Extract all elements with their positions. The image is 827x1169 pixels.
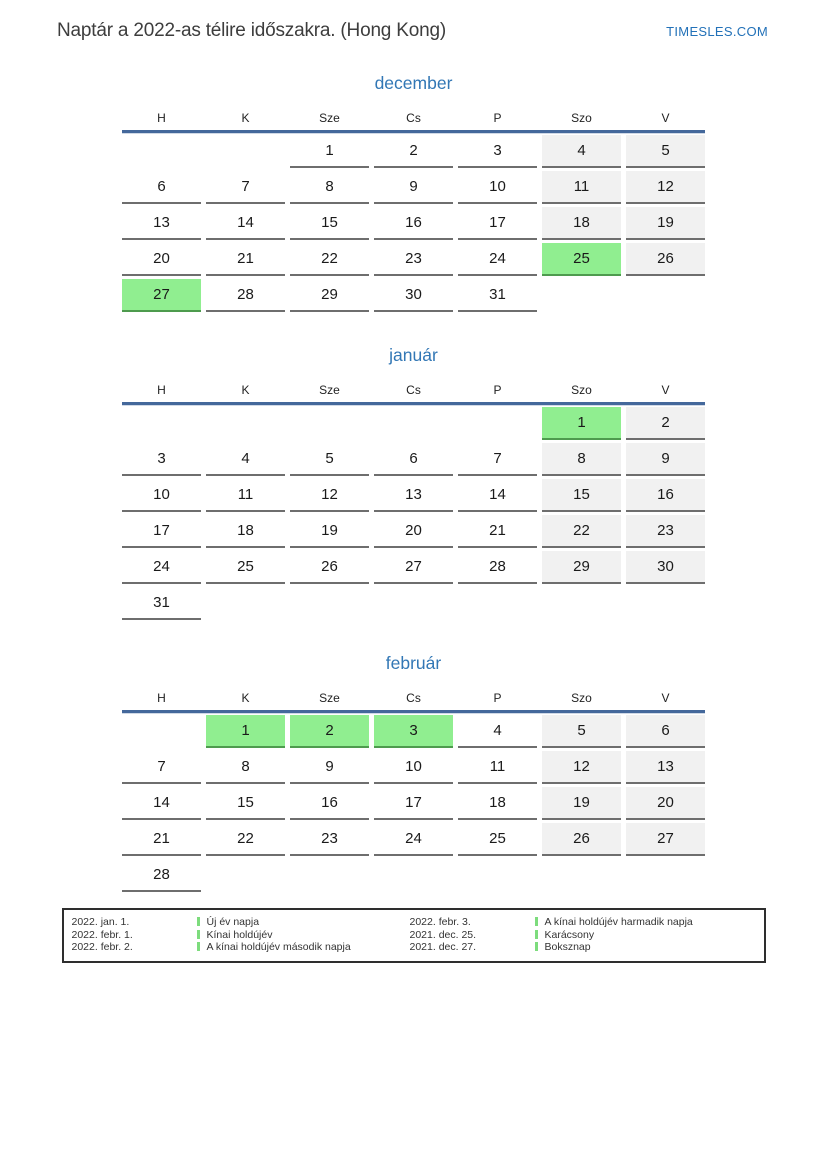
legend-column [410,916,756,954]
calendar-months [122,72,705,892]
header-divider-line [122,710,705,713]
day-cell-7: 7 [206,171,285,204]
weekday-header-row [122,689,705,707]
day-cell-empty [458,407,537,440]
day-cell-5: 5 [542,715,621,748]
day-cell-24: 24 [122,551,201,584]
day-cell-2: 2 [626,407,705,440]
day-cell-empty [290,587,369,620]
legend-bar-icon [535,930,538,939]
day-cell-9: 9 [374,171,453,204]
day-cell-7: 7 [458,443,537,476]
day-cell-21: 21 [122,823,201,856]
weekday-label: H [157,691,166,705]
day-cell-4: 4 [458,715,537,748]
holiday-legend [62,908,766,963]
day-cell-5: 5 [290,443,369,476]
legend-entry [535,929,756,942]
day-cell-empty [458,859,537,892]
week-row [122,751,705,784]
day-cell-18: 18 [206,515,285,548]
weeks [122,407,705,620]
day-cell-2: 2 [290,715,369,748]
month-december [122,72,705,312]
day-cell-27: 27 [122,279,201,312]
legend-label-text: A kínai holdújév második napja [206,941,351,953]
day-cell-27: 27 [374,551,453,584]
month-title: január [389,345,438,365]
legend-label-text: Boksznap [544,941,591,953]
day-cell-8: 8 [206,751,285,784]
day-cell-8: 8 [290,171,369,204]
weekday-label: Sze [319,111,340,125]
month-február [122,652,705,892]
weekday-label: Szo [571,691,592,705]
legend-entry [535,916,756,929]
day-cell-empty [458,587,537,620]
day-cell-11: 11 [542,171,621,204]
week-row [122,171,705,204]
day-cell-25: 25 [206,551,285,584]
day-cell-6: 6 [122,171,201,204]
day-cell-22: 22 [290,243,369,276]
day-cell-23: 23 [626,515,705,548]
day-cell-27: 27 [626,823,705,856]
day-cell-19: 19 [626,207,705,240]
day-cell-empty [542,587,621,620]
day-cell-11: 11 [206,479,285,512]
day-cell-15: 15 [206,787,285,820]
day-cell-empty [122,135,201,168]
legend-column [72,916,410,954]
legend-label-text: Kínai holdújév [206,928,273,941]
week-row [122,551,705,584]
day-cell-14: 14 [458,479,537,512]
weekday-label: V [661,111,670,125]
day-cell-19: 19 [542,787,621,820]
weekday-label: Szo [571,111,592,125]
legend-date: 2021. dec. 27. [409,941,477,953]
day-cell-10: 10 [122,479,201,512]
day-cell-31: 31 [458,279,537,312]
weekday-label: Cs [406,383,421,397]
month-január [122,344,705,620]
day-cell-2: 2 [374,135,453,168]
page-title: Naptár a 2022-as télire időszakra. (Hong Kong) [57,20,446,41]
day-cell-30: 30 [626,551,705,584]
weekday-label: Sze [319,383,340,397]
day-cell-20: 20 [626,787,705,820]
weeks [122,135,705,312]
weekday-label: Cs [406,691,421,705]
legend-entry [197,916,410,929]
weekday-label: Sze [319,691,340,705]
legend-date: 2022. febr. 1. [71,928,133,941]
weekday-label: P [493,383,502,397]
week-row [122,515,705,548]
day-cell-12: 12 [542,751,621,784]
weekday-label: Szo [571,383,592,397]
day-cell-1: 1 [542,407,621,440]
day-cell-9: 9 [290,751,369,784]
weeks [122,715,705,892]
weekday-label: P [493,111,502,125]
day-cell-17: 17 [122,515,201,548]
weekday-label: Cs [406,111,421,125]
day-cell-24: 24 [458,243,537,276]
day-cell-6: 6 [626,715,705,748]
day-cell-9: 9 [626,443,705,476]
day-cell-1: 1 [206,715,285,748]
day-cell-4: 4 [206,443,285,476]
day-cell-5: 5 [626,135,705,168]
day-cell-24: 24 [374,823,453,856]
day-cell-26: 26 [542,823,621,856]
legend-date: 2022. jan. 1. [71,916,130,928]
day-cell-16: 16 [626,479,705,512]
day-cell-empty [206,859,285,892]
day-cell-10: 10 [374,751,453,784]
month-title: február [385,653,442,673]
day-cell-10: 10 [458,171,537,204]
day-cell-22: 22 [206,823,285,856]
week-row [122,407,705,440]
day-cell-30: 30 [374,279,453,312]
day-cell-28: 28 [206,279,285,312]
day-cell-1: 1 [290,135,369,168]
day-cell-empty [290,859,369,892]
week-row [122,587,705,620]
day-cell-empty [122,407,201,440]
day-cell-14: 14 [206,207,285,240]
day-cell-empty [626,587,705,620]
day-cell-3: 3 [374,715,453,748]
legend-bar-icon [197,942,200,951]
day-cell-28: 28 [458,551,537,584]
weekday-label: V [661,383,670,397]
day-cell-7: 7 [122,751,201,784]
legend-label-text: Karácsony [544,928,595,941]
day-cell-17: 17 [458,207,537,240]
day-cell-13: 13 [122,207,201,240]
day-cell-29: 29 [290,279,369,312]
day-cell-21: 21 [206,243,285,276]
day-cell-empty [626,279,705,312]
week-row [122,243,705,276]
week-row [122,207,705,240]
day-cell-26: 26 [626,243,705,276]
week-row [122,859,705,892]
day-cell-19: 19 [290,515,369,548]
legend-date: 2022. febr. 2. [71,941,133,953]
day-cell-15: 15 [542,479,621,512]
weekday-label: H [157,383,166,397]
day-cell-empty [206,587,285,620]
legend-label-text: A kínai holdújév harmadik napja [544,916,693,928]
legend-date: 2022. febr. 3. [409,916,471,928]
weekday-label: P [493,691,502,705]
header-divider-line [122,402,705,405]
day-cell-3: 3 [458,135,537,168]
month-title: december [374,73,453,93]
day-cell-20: 20 [122,243,201,276]
week-row [122,715,705,748]
day-cell-16: 16 [374,207,453,240]
legend-entry [535,941,756,954]
day-cell-13: 13 [626,751,705,784]
weekday-label: K [241,691,250,705]
legend-bar-icon [535,942,538,951]
legend-entry [197,929,410,942]
day-cell-15: 15 [290,207,369,240]
legend-bar-icon [535,917,538,926]
day-cell-18: 18 [458,787,537,820]
day-cell-empty [122,715,201,748]
day-cell-23: 23 [374,243,453,276]
day-cell-empty [206,135,285,168]
weekday-header-row [122,381,705,399]
day-cell-12: 12 [290,479,369,512]
day-cell-empty [374,407,453,440]
day-cell-14: 14 [122,787,201,820]
day-cell-16: 16 [290,787,369,820]
week-row [122,479,705,512]
legend-label-text: Új év napja [206,916,260,928]
day-cell-8: 8 [542,443,621,476]
day-cell-empty [206,407,285,440]
day-cell-29: 29 [542,551,621,584]
day-cell-empty [542,859,621,892]
weekday-label: H [157,111,166,125]
legend-bar-icon [197,917,200,926]
week-row [122,279,705,312]
legend-entry [197,941,410,954]
weekday-label: V [661,691,670,705]
week-row [122,787,705,820]
week-row [122,135,705,168]
day-cell-25: 25 [542,243,621,276]
day-cell-31: 31 [122,587,201,620]
week-row [122,443,705,476]
day-cell-22: 22 [542,515,621,548]
day-cell-12: 12 [626,171,705,204]
legend-date: 2021. dec. 25. [409,928,477,941]
day-cell-17: 17 [374,787,453,820]
page-header [0,0,827,48]
day-cell-23: 23 [290,823,369,856]
day-cell-empty [626,859,705,892]
day-cell-6: 6 [374,443,453,476]
day-cell-11: 11 [458,751,537,784]
day-cell-empty [374,587,453,620]
day-cell-empty [542,279,621,312]
day-cell-4: 4 [542,135,621,168]
week-row [122,823,705,856]
site-logo-link[interactable]: TIMESLES.COM [666,24,768,39]
weekday-header-row [122,109,705,127]
day-cell-20: 20 [374,515,453,548]
header-divider-line [122,130,705,133]
day-cell-18: 18 [542,207,621,240]
day-cell-28: 28 [122,859,201,892]
day-cell-26: 26 [290,551,369,584]
day-cell-3: 3 [122,443,201,476]
legend-bar-icon [197,930,200,939]
day-cell-empty [374,859,453,892]
weekday-label: K [241,383,250,397]
day-cell-21: 21 [458,515,537,548]
day-cell-empty [290,407,369,440]
day-cell-13: 13 [374,479,453,512]
day-cell-25: 25 [458,823,537,856]
weekday-label: K [241,111,250,125]
